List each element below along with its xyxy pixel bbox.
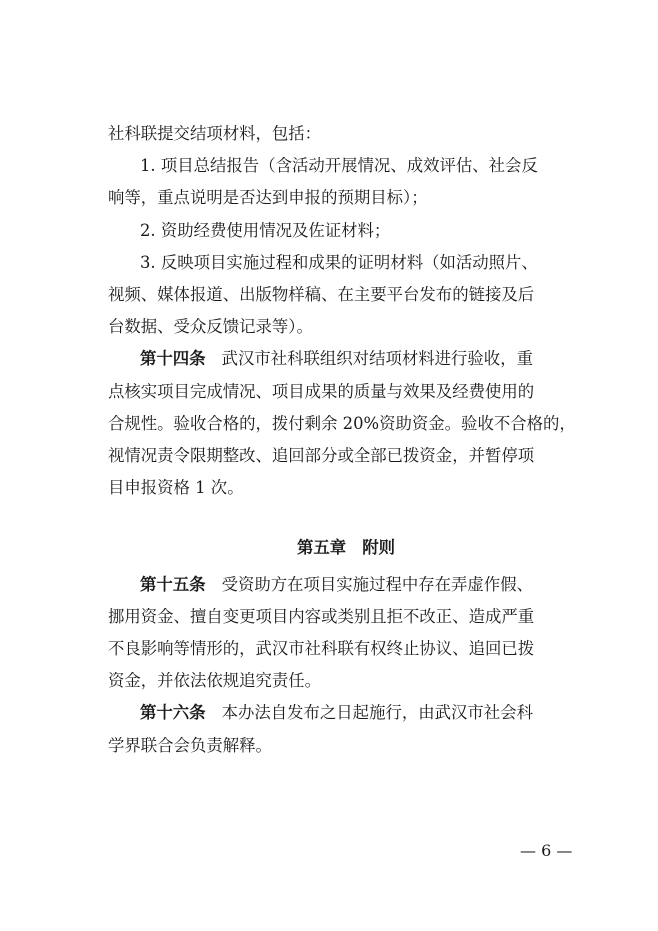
article-14-title: 第十四条 [140, 349, 206, 369]
text-line: 2. 资助经费使用情况及佐证材料； [140, 220, 391, 240]
text-line: 挪用资金、擅自变更项目内容或类别且拒不改正、造成严重 [108, 606, 535, 626]
article-16-title: 第十六条 [140, 703, 206, 723]
text-line: 不良影响等情形的，武汉市社科联有权终止协议、追回已拨 [108, 639, 535, 659]
text-line: 点核实项目完成情况、项目成果的质量与效果及经费使用的 [108, 381, 535, 401]
page-number: — 6 — [520, 841, 573, 860]
text-line: 1. 项目总结报告（含活动开展情况、成效评估、社会反 [140, 156, 538, 176]
chapter-number: 第五章 [297, 538, 347, 558]
text-line: 目申报资格 1 次。 [108, 478, 244, 498]
article-14-first-line [108, 343, 584, 375]
text-line: 社科联提交结项材料，包括： [108, 124, 322, 143]
text-line: 合规性。验收合格的，拨付剩余 20%资助资金。验收不合格的， [108, 413, 576, 433]
chapter-name: 附则 [362, 538, 395, 558]
article-15-text: 受资助方在项目实施过程中存在弄虚作假、 [221, 574, 533, 594]
article-15-title: 第十五条 [140, 574, 206, 594]
text-line: 学界联合会负责解释。 [108, 735, 272, 755]
text-line: 响等，重点说明是否达到申报的预期目标）； [108, 188, 428, 208]
text-line: 3. 反映项目实施过程和成果的证明材料（如活动照片、 [140, 252, 538, 272]
text-line: 资金，并依法依规追究责任。 [108, 671, 322, 691]
text-line: 台数据、受众反馈记录等）。 [108, 317, 313, 337]
article-15-first-line [108, 569, 584, 601]
chapter-heading [108, 532, 584, 564]
text-line: 视情况责令限期整改、追回部分或全部已拨资金，并暂停项 [108, 446, 535, 466]
article-14-text: 武汉市社科联组织对结项材料进行验收，重 [221, 349, 533, 369]
article-16-text: 本办法自发布之日起施行，由武汉市社会科 [221, 703, 533, 723]
text-line: 视频、媒体报道、出版物样稿、在主要平台发布的链接及后 [108, 285, 535, 305]
document-body [108, 118, 584, 762]
article-16-first-line [108, 697, 584, 729]
